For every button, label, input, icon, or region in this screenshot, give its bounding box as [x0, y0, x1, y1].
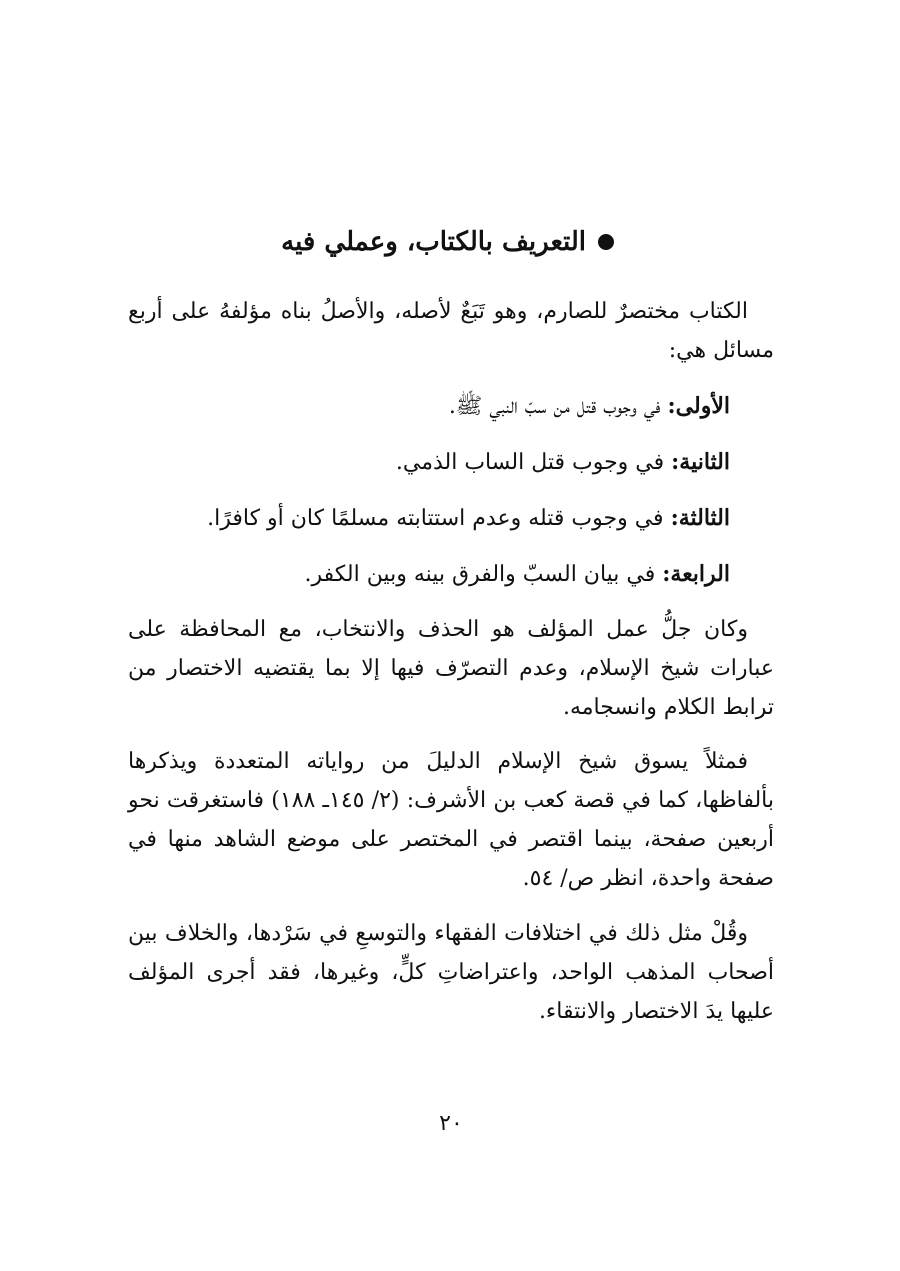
- bullet-icon: [598, 234, 614, 250]
- issue-item-4: [128, 555, 774, 594]
- issue-item-2: [128, 443, 774, 482]
- issue-text: في وجوب قتل من سبّ النبي ﷺ.: [448, 394, 661, 419]
- issue-label: الرابعة:: [662, 561, 730, 587]
- section-heading: [281, 222, 614, 262]
- issue-label: الأولى:: [667, 393, 730, 419]
- intro-paragraph: الكتاب مختصرٌ للصارم، وهو تَبَعٌ لأصله، والأصلُ بناه مؤلفهُ على أربع مسائل هي:: [128, 299, 774, 363]
- issue-item-3: [128, 499, 774, 538]
- issue-item-1: [128, 387, 774, 426]
- document-page: [128, 0, 774, 1271]
- page-number: ٢٠: [439, 1111, 463, 1136]
- body-paragraph-fiqh: وقُلْ مثل ذلك في اختلافات الفقهاء والتوسعِ في سَرْدها، والخلاف بين أصحاب المذهب الواحد، واعتراضاتِ كلٍّ، وغيرها، فقد أجرى المؤلف عليها يدَ الاختصار والانتقاء.: [128, 921, 774, 1024]
- body-paragraph-work: وكان جلُّ عمل المؤلف هو الحذف والانتخاب، مع المحافظة على عبارات شيخ الإسلام، وعدم التصرّف فيها إلا بما يقتضيه الاختصار من ترابط الكلام وانسجامه.: [128, 617, 774, 720]
- issue-label: الثالثة:: [670, 505, 730, 531]
- section-heading-text: التعريف بالكتاب، وعملي فيه: [281, 227, 586, 257]
- issue-text: في بيان السبّ والفرق بينه وبين الكفر.: [304, 562, 656, 587]
- issue-text: في وجوب قتله وعدم استتابته مسلمًا كان أو كافرًا.: [207, 506, 664, 531]
- body-paragraph-example: فمثلاً يسوق شيخ الإسلام الدليلَ من رواياته المتعددة ويذكرها بألفاظها، كما في قصة كعب بن الأشرف: (٢/ ١٤٥ـ ١٨٨) فاستغرقت نحو أربعين صفحة، بينما اقتصر في المختصر على موضع الشاهد منها في صفحة واحدة، انظر ص/ ٥٤.: [128, 749, 775, 891]
- issue-label: الثانية:: [671, 449, 730, 475]
- issue-text: في وجوب قتل الساب الذمي.: [395, 450, 665, 475]
